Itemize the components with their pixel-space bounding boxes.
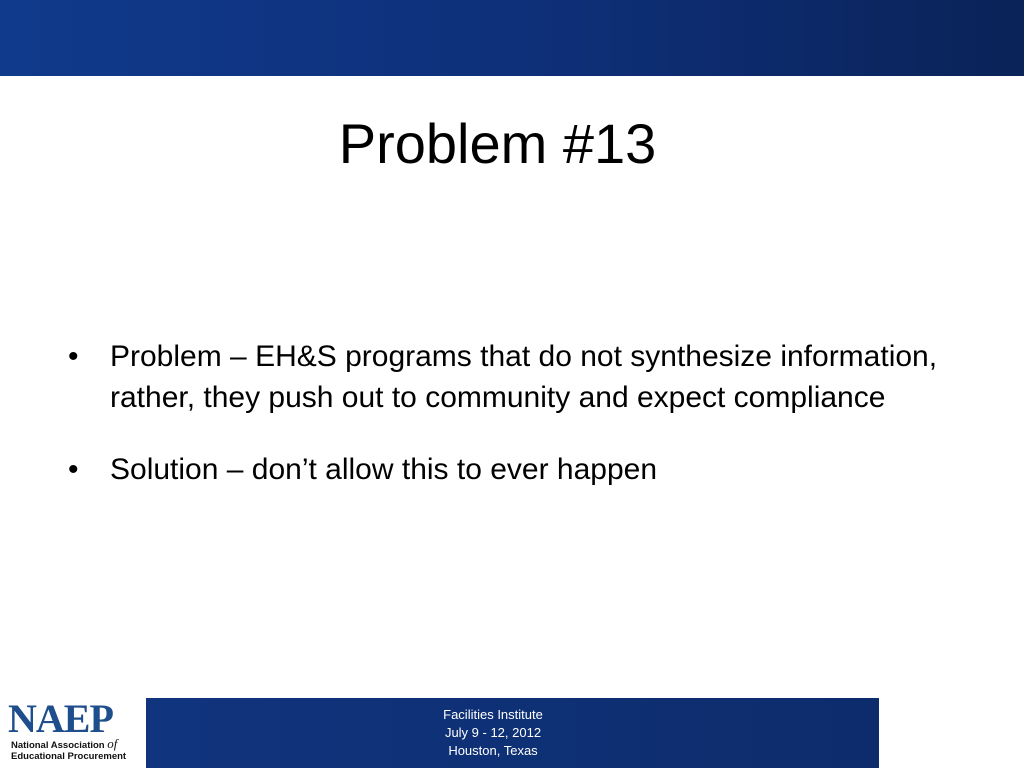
- bullet-marker: •: [68, 340, 79, 373]
- header-band: [0, 0, 1024, 76]
- logo-of: of: [107, 736, 118, 751]
- slide-title: Problem #13: [338, 112, 657, 175]
- logo-org-line-2: Educational Procurement: [11, 751, 127, 762]
- logo-line-1-text: National Association: [11, 740, 105, 751]
- bullet-list: [68, 336, 948, 521]
- bullet-item-problem: [68, 336, 948, 418]
- event-dates: July 9 - 12, 2012: [444, 725, 542, 740]
- footer-band: [146, 698, 879, 768]
- bullet-item-solution: [68, 449, 948, 490]
- bullet-text: Solution – don’t allow this to ever happen: [110, 453, 658, 486]
- event-location: Houston, Texas: [448, 743, 538, 758]
- logo-wordmark: NAEP: [8, 696, 113, 741]
- event-info: [146, 706, 840, 760]
- event-name: Facilities Institute: [443, 707, 543, 722]
- bullet-marker: •: [68, 453, 79, 486]
- logo-org-line-1: [8, 738, 142, 751]
- bullet-text: Problem – EH&S programs that do not synthesize information, rather, they push out to community and expect compliance: [110, 340, 938, 414]
- naep-logo: [8, 696, 142, 766]
